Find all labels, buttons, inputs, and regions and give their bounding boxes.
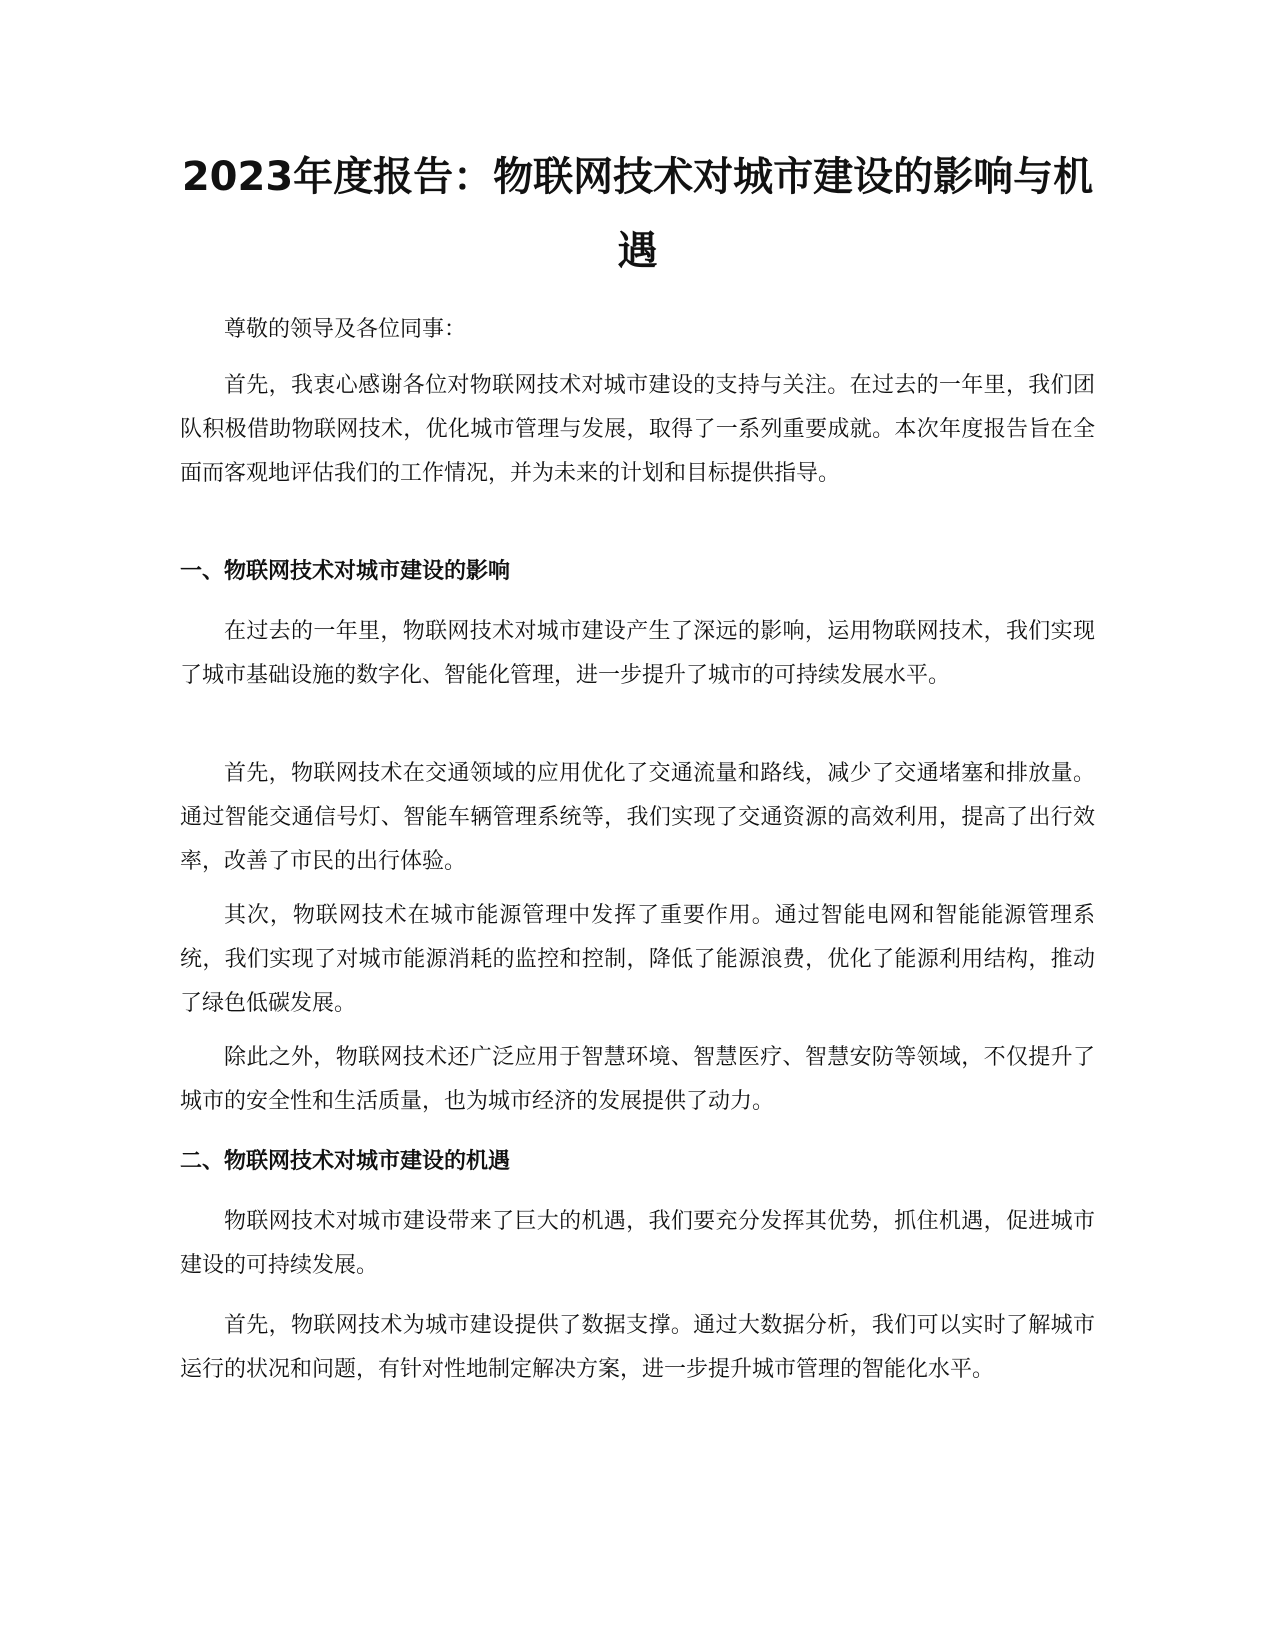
section-heading-2: 二、物联网技术对城市建设的机遇 bbox=[180, 1149, 511, 1174]
salutation: 尊敬的领导及各位同事： bbox=[224, 317, 467, 342]
intro-paragraph: 首先，我衷心感谢各位对物联网技术对城市建设的支持与关注。在过去的一年里，我们团队积极借助物联网技术，优化城市管理与发展，取得了一系列重要成就。本次年度报告旨在全面而客观地评估我们的工作情况，并为未来的计划和目标提供指导。 bbox=[180, 373, 1095, 486]
section-1-paragraph-2: 首先，物联网技术在交通领域的应用优化了交通流量和路线，减少了交通堵塞和排放量。通过智能交通信号灯、智能车辆管理系统等，我们实现了交通资源的高效利用，提高了出行效率，改善了市民的出行体验。 bbox=[180, 761, 1095, 874]
section-heading-1: 一、物联网技术对城市建设的影响 bbox=[180, 559, 511, 584]
section-2-paragraph-1: 物联网技术对城市建设带来了巨大的机遇，我们要充分发挥其优势，抓住机遇，促进城市建设的可持续发展。 bbox=[180, 1209, 1095, 1278]
section-2-paragraph-2: 首先，物联网技术为城市建设提供了数据支撑。通过大数据分析，我们可以实时了解城市运行的状况和问题，有针对性地制定解决方案，进一步提升城市管理的智能化水平。 bbox=[180, 1313, 1095, 1382]
section-1-paragraph-3: 其次，物联网技术在城市能源管理中发挥了重要作用。通过智能电网和智能能源管理系统，我们实现了对城市能源消耗的监控和控制，降低了能源浪费，优化了能源利用结构，推动了绿色低碳发展。 bbox=[180, 903, 1095, 1016]
section-1-paragraph-4: 除此之外，物联网技术还广泛应用于智慧环境、智慧医疗、智慧安防等领域，不仅提升了城市的安全性和生活质量，也为城市经济的发展提供了动力。 bbox=[180, 1045, 1095, 1114]
section-1-paragraph-1: 在过去的一年里，物联网技术对城市建设产生了深远的影响，运用物联网技术，我们实现了城市基础设施的数字化、智能化管理，进一步提升了城市的可持续发展水平。 bbox=[180, 619, 1095, 688]
document-title: 2023年度报告：物联网技术对城市建设的影响与机遇 bbox=[181, 154, 1094, 274]
